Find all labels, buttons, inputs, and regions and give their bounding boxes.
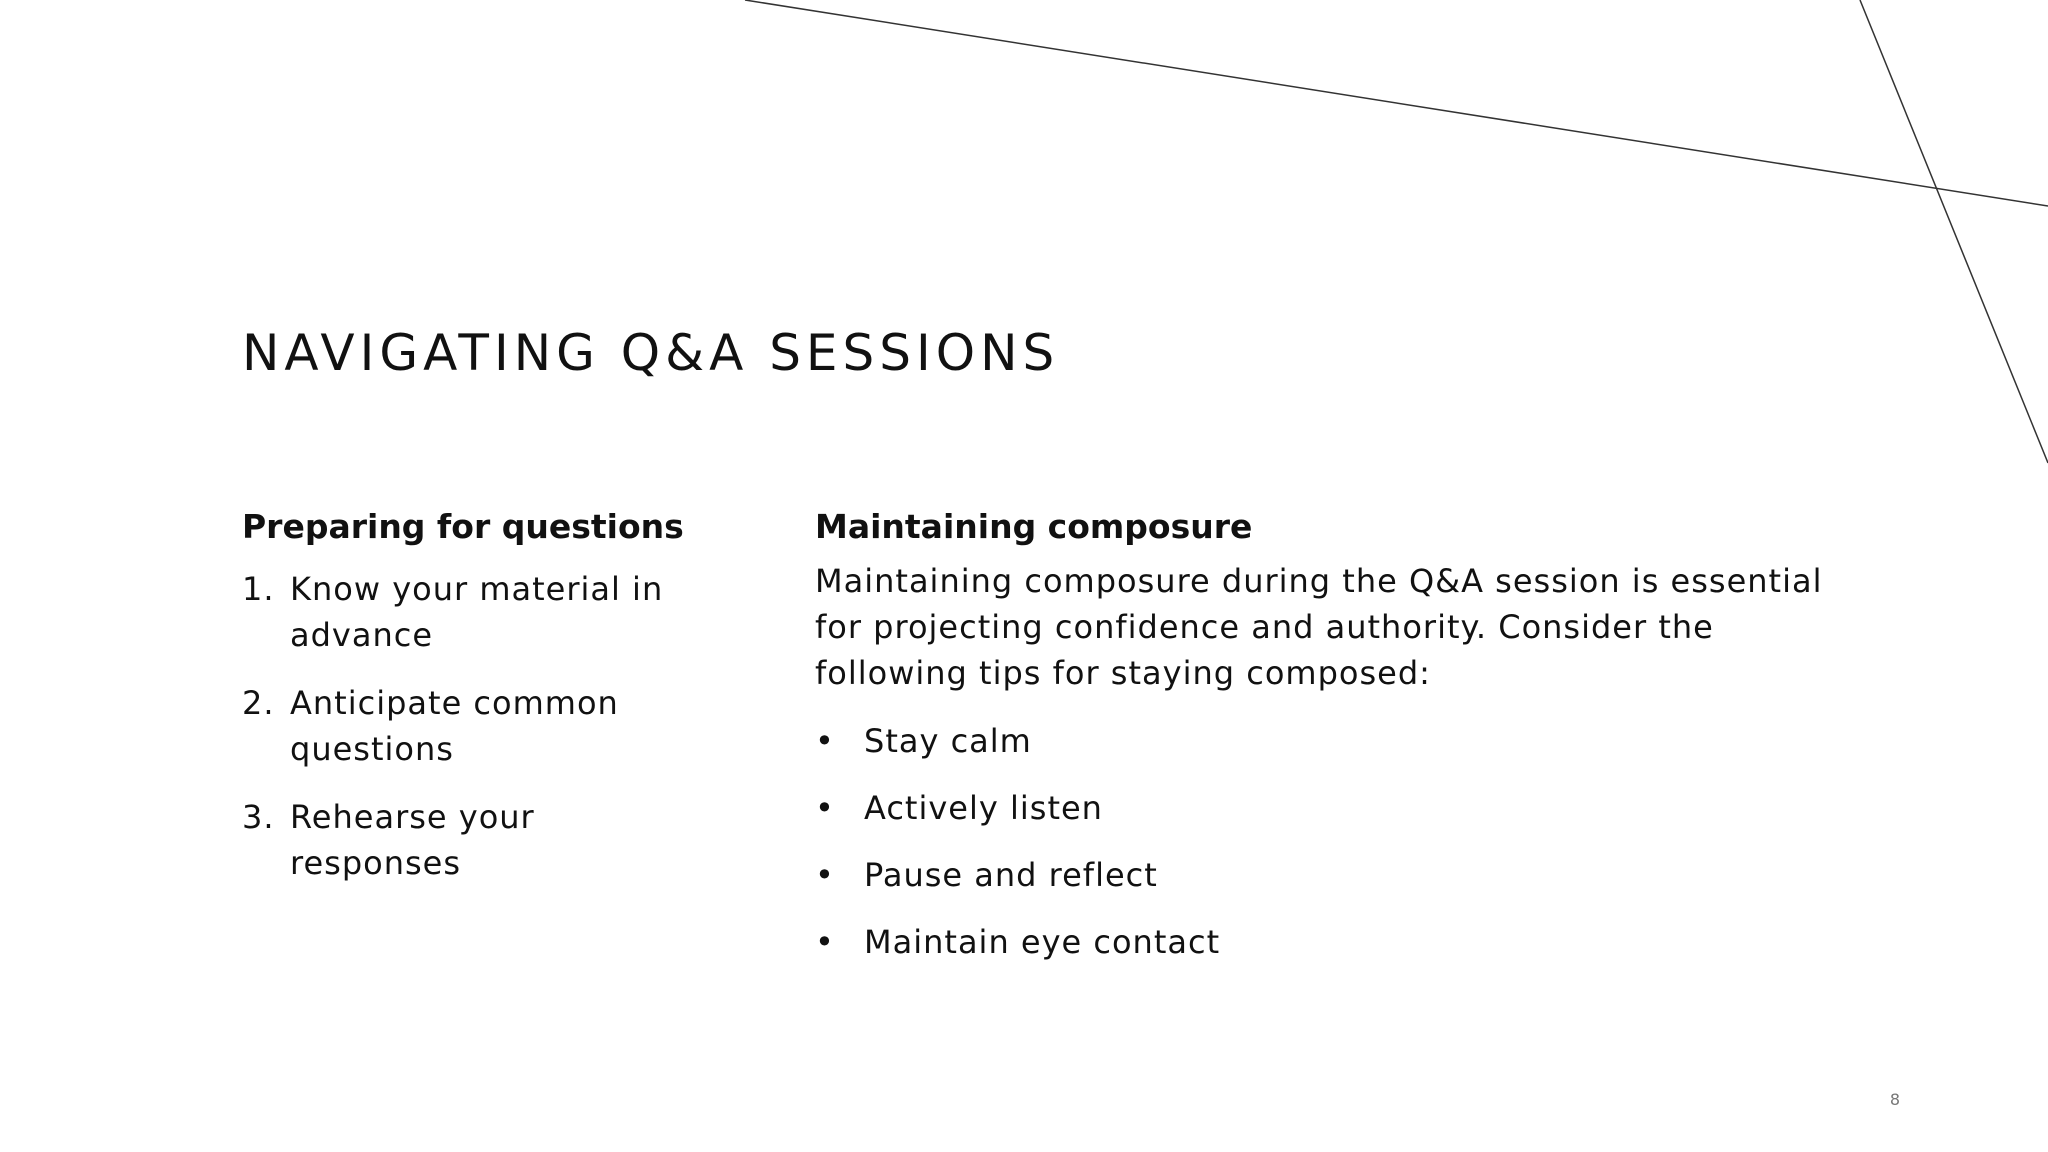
- list-item: [815, 852, 1825, 898]
- decorative-line-diagonal: [1860, 0, 2048, 463]
- bullet-icon: •: [815, 856, 835, 894]
- bullet-icon: •: [815, 722, 835, 760]
- list-item-text: Know your material in advance: [290, 570, 664, 654]
- bullet-icon: •: [815, 789, 835, 827]
- composure-paragraph: Maintaining composure during the Q&A session is essential for projecting confidence and authority. Consider the following tips for staying composed:: [815, 562, 1823, 692]
- slide-title: NAVIGATING Q&A SESSIONS: [242, 324, 1060, 382]
- list-item: [815, 919, 1825, 965]
- list-item: [242, 566, 702, 658]
- preparing-section: [242, 502, 702, 908]
- list-number: 2.: [242, 684, 275, 722]
- list-item-text: Anticipate common questions: [290, 684, 619, 768]
- page-number: 8: [1889, 1090, 1901, 1109]
- list-item-text: Pause and reflect: [864, 856, 1158, 894]
- composure-heading: Maintaining composure: [815, 507, 1253, 546]
- list-item-text: Actively listen: [864, 789, 1103, 827]
- composure-tips-list: [815, 718, 1825, 965]
- bullet-icon: •: [815, 923, 835, 961]
- composure-section: [815, 502, 1825, 986]
- list-item: [242, 680, 702, 772]
- list-item-text: Maintain eye contact: [864, 923, 1221, 961]
- list-item: [815, 718, 1825, 764]
- list-item: [242, 794, 702, 886]
- preparing-heading: Preparing for questions: [242, 507, 684, 546]
- list-number: 1.: [242, 570, 275, 608]
- list-number: 3.: [242, 798, 275, 836]
- list-item: [815, 785, 1825, 831]
- list-item-text: Stay calm: [864, 722, 1032, 760]
- decorative-line-horizontal: [745, 0, 2048, 206]
- list-item-text: Rehearse your responses: [290, 798, 535, 882]
- preparing-list: [242, 566, 702, 886]
